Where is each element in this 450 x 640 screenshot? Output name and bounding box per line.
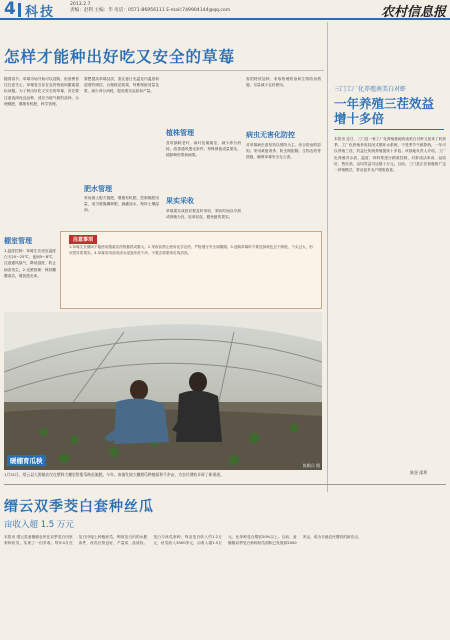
article-col-3: 及时摘除老叶、病叶及匍匐茎，减少养分消耗，改善通风透光条件。每株保留适量果实，疏除畸形果和病果。 [166,141,241,158]
photo-caption: 1月31日，缙云县大源镇农民在塑料大棚里给甜瓜秧苗施肥。今年，该镇发展大棚甜瓜种植面积千余亩，为农民增收开辟了新渠道。 [4,472,224,477]
masthead-bar [18,3,21,17]
col3-top [166,76,241,124]
subhead-harvest: 果实采收 [166,197,194,205]
photo-credit: 陈顺兵 摄 [302,463,320,468]
notes-tag: 注意事项 [69,235,97,244]
masthead-meta [70,2,230,14]
greenhouse-photo [4,312,322,470]
col3-para2: 草莓果实成熟后要及时采收，采收时间以早晨或傍晚为宜，轻拿轻放，避免碰伤果实。 [166,209,241,220]
article-col-1 [4,76,79,226]
col1-text: 随着春节，草莓市场开始可以选购，但消费者往往更关心，草莓是否存在农药残留和激素超标问题。为了种出好吃又安全的草莓，首先要注意选择优良品种，适应当地气候的品种。合理施肥，增施有机肥，科学管理。 [4,77,79,106]
newspaper-logo: 农村信息报 [380,5,446,20]
subhead-plant: 植株管理 [166,129,194,137]
bottom-rule [4,484,446,485]
bottom-article-body: 本报讯 缙云县壶镇镇农民在双季茭白田里套种丝瓜，实现了一田多收。每年4月在茭白田埂上种植丝瓜，利用茭白田的水肥条件，丝瓜长势良好，产量高、品质好。茭白与丝瓜套种，每亩茭白收入约1.2万元，丝瓜收入3000多元，亩收入超1.5万元，比单种茭白增收20%以上。目前，壶镇镇双季茭白套种丝瓜面积已发展到2000多亩，成为当地农民增收的新亮点。 [4,535,362,546]
article-col-2: 要想提高草莓品质，需注意日光温室内温度和湿度的调控，合理疏花疏果，每株保留适量花果，减少养分消耗，提高果实品质和产量。 [84,77,159,94]
right-author: 陈坚 邵利 [410,470,428,475]
subhead-fertilizer: 肥水管理 [84,185,112,193]
notes-text: 1.草莓生长期间不能使用激素类药物催熟或膨大。2.采收前禁止使用化学农药，严格遵守安全间隔期。3.选购草莓时不要选择颜色过于鲜艳、个头过大、形状怪异的果实。4.草莓食用前用清水浸泡冲洗干净，不要去掉果蒂后再清洗。 [69,245,313,255]
right-column-rule [327,22,328,492]
page-number: 4 [4,0,16,19]
article-col-4: 害的特效品种，采取物理防治和生物防治措施，尽量减少农药使用。 [246,77,321,88]
col2-para2: 采用测土配方施肥，增施有机肥，控制氮肥用量，适当增施磷钾肥。滴灌浇水，保持土壤湿润。 [84,196,159,213]
masthead [0,0,450,20]
bottom-subheadline: 亩收入超 1.5 万元 [4,520,74,530]
right-headline: 一年养殖三茬效益增十多倍 [334,96,435,126]
notes-box [60,231,322,309]
right-article-body: 本报讯 近日，三门县一家工厂化养殖基地的南美白对虾又迎来了收获季。工厂化养殖采用封闭式循环水系统，不受季节气候影响，一年可以养殖三茬，效益比传统养殖提高十多倍。该基地负责人介绍，工厂化养殖对水质、温度、饵料等进行精准控制，对虾成活率高、品质好、售价高，亩均效益可达数十万元。目前，三门县正在积极推广这一养殖模式，带动更多农户增收致富。 [334,137,446,173]
subhead-greenhouse: 棚室管理 [4,237,32,245]
bottom-headline: 缙云双季茭白套种丝瓜 [4,499,154,515]
right-kicker: 三门工厂化养殖南美白对虾 [334,86,407,93]
editor-contact: 责编：赵利 主编：毕 电话：0571-86956111 E-mail:749904144@qq.com [70,8,231,13]
col1-para2: 1.温度控制：草莓生长适宜温度白天20～25℃，夜间5～8℃，注意通风换气，降低湿度，防止病害发生。2.光照管理：保持棚膜清洁，增加透光率。 [4,249,56,278]
headline-rule [4,70,324,71]
subhead-pest: 病虫无害化防控 [246,131,295,139]
section-title: 科技 [25,5,56,20]
right-headline-rule [334,129,444,130]
photo-tag: 暖棚育瓜秧 [7,455,46,466]
col4-para2: 对草莓病虫害坚持以预防为主，综合防治的原则。采用黄板诱杀、防虫网阻隔、生物农药等措施，确保草莓安全无公害。 [246,143,321,160]
issue-date: 2013.2.7 [70,2,91,7]
main-headline: 怎样才能种出好吃又安全的草莓 [4,48,236,66]
photo-image [4,312,322,470]
